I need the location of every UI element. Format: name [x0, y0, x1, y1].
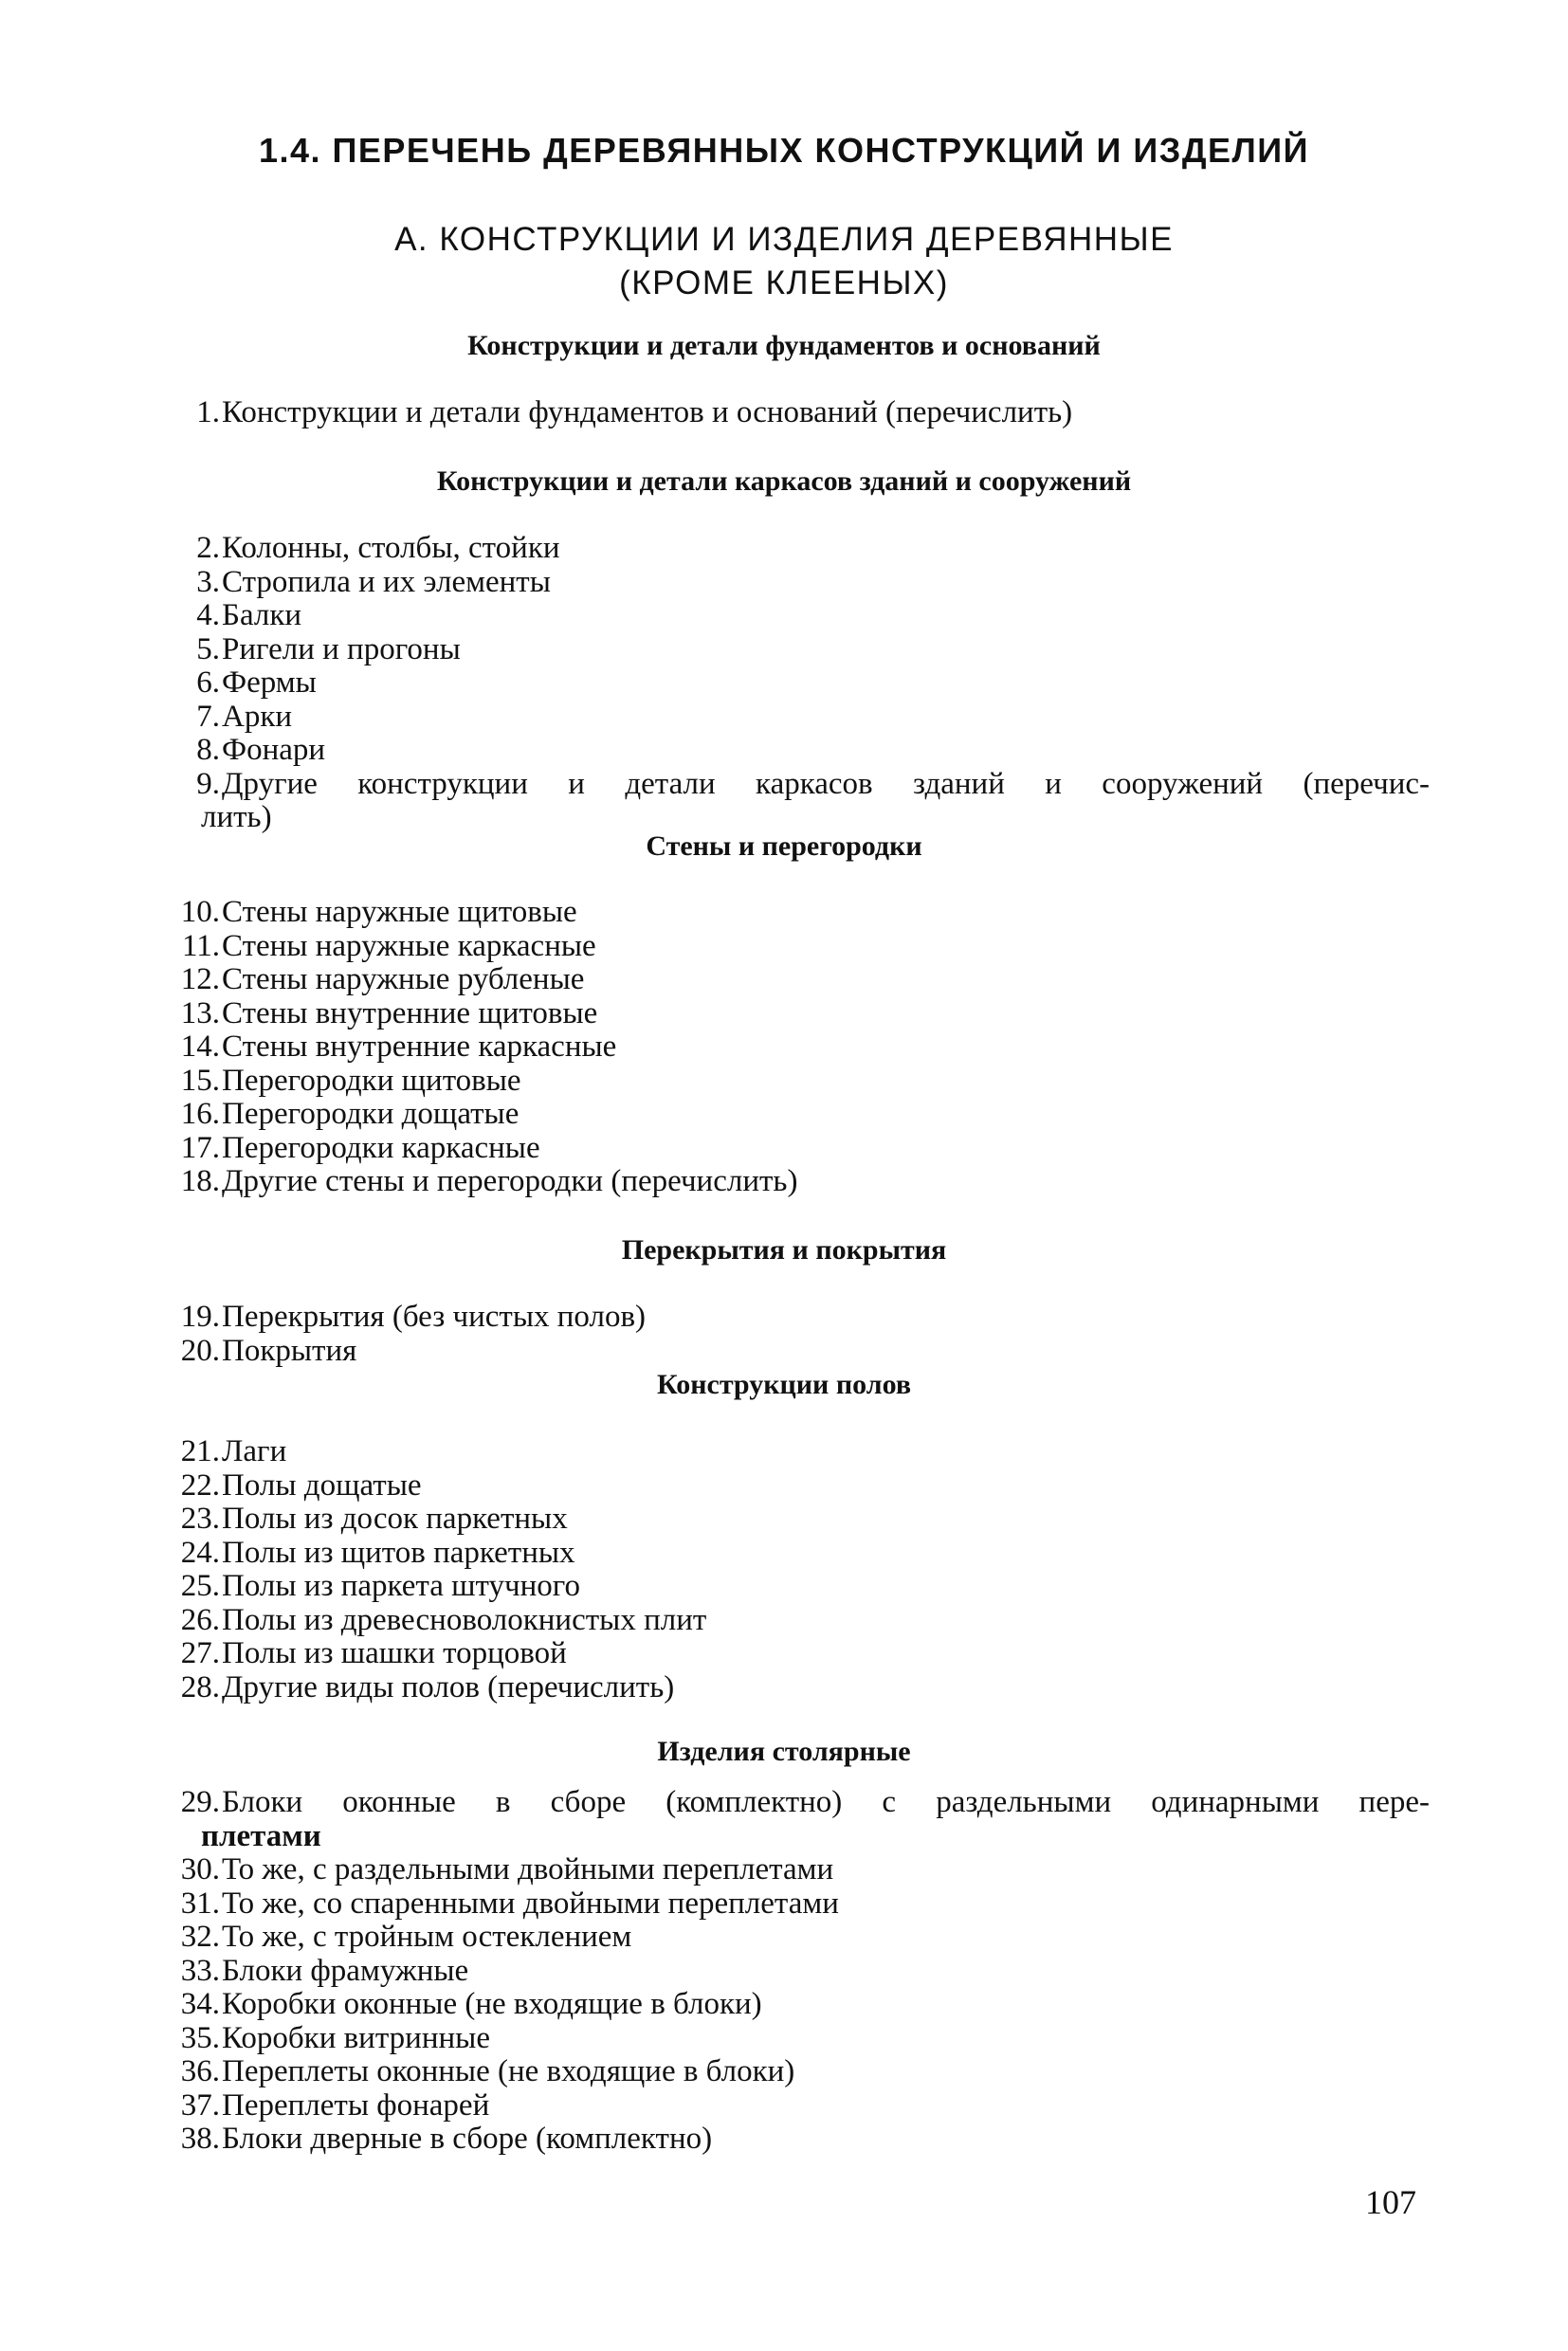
page-number: 107 — [1365, 2183, 1416, 2221]
list-item — [150, 1786, 1430, 1853]
item-number: 35. — [180, 2020, 220, 2055]
item-number: 20. — [180, 1333, 220, 1368]
list-item — [150, 1132, 1430, 1166]
list-item — [150, 1301, 1430, 1335]
item-text: То же, с раздельными двойными переплетами — [222, 1852, 834, 1886]
item-text: Фонари — [222, 733, 326, 767]
list-item — [150, 566, 1430, 600]
item-number: 36. — [180, 2054, 220, 2088]
list-item — [150, 1671, 1430, 1705]
item-text: Лаги — [222, 1434, 287, 1468]
list-item — [150, 1921, 1430, 1955]
item-text: Полы дощатые — [222, 1467, 422, 1503]
list-item — [150, 1853, 1430, 1887]
item-text-continuation: лить) — [201, 800, 272, 834]
list-item — [150, 2055, 1430, 2089]
item-number: 4. — [196, 598, 220, 632]
page-title: 1.4. ПЕРЕЧЕНЬ ДЕРЕВЯННЫХ КОНСТРУКЦИЙ И ИЗДЕЛИЙ — [258, 131, 1310, 170]
item-text: Полы из щитов паркетных — [222, 1535, 575, 1570]
heading-walls: Стены и перегородки — [646, 830, 922, 862]
item-number: 24. — [180, 1535, 220, 1570]
item-text: Конструкции и детали фундаментов и оснований (перечислить) — [222, 395, 1073, 429]
item-number: 6. — [196, 665, 220, 700]
item-number: 38. — [180, 2122, 220, 2156]
item-number: 9. — [196, 766, 220, 801]
list-item — [150, 2022, 1430, 2056]
item-text: Блоки оконные в сборе (комплектно) с раздельными одинарными пере- — [222, 1785, 1430, 1819]
list-foundations — [150, 396, 1430, 430]
item-text: Переплеты фонарей — [222, 2087, 490, 2123]
item-number: 26. — [180, 1602, 220, 1637]
item-text: Стены наружные рубленые — [222, 962, 585, 996]
list-item — [150, 1335, 1430, 1369]
item-number: 31. — [180, 1886, 220, 1921]
item-text: Перегородки дощатые — [222, 1097, 520, 1131]
list-item — [150, 1988, 1430, 2022]
list-item — [150, 1604, 1430, 1638]
item-number: 17. — [180, 1130, 220, 1165]
item-text: Колонны, столбы, стойки — [222, 531, 560, 565]
list-item — [150, 2123, 1430, 2157]
item-text: Полы из досок паркетных — [222, 1502, 568, 1536]
heading-frames: Конструкции и детали каркасов зданий и сооружений — [436, 465, 1132, 497]
item-text: Другие стены и перегородки (перечислить) — [222, 1164, 798, 1198]
item-text: Стены наружные каркасные — [222, 928, 596, 963]
item-number: 23. — [180, 1502, 220, 1536]
list-item — [150, 1165, 1430, 1199]
list-item — [150, 701, 1430, 735]
item-number: 1. — [196, 395, 220, 429]
heading-flooring: Конструкции полов — [656, 1369, 912, 1400]
item-number: 15. — [180, 1063, 220, 1098]
section-subtitle — [0, 218, 1568, 305]
item-text: Другие виды полов (перечислить) — [222, 1669, 675, 1704]
list-item — [150, 666, 1430, 701]
item-text: Другие конструкции и детали каркасов зданий и сооружений (перечис- — [222, 766, 1430, 801]
list-floors-roofs — [150, 1301, 1430, 1368]
list-item — [150, 396, 1430, 430]
item-text: Фермы — [222, 665, 317, 700]
item-text: Стены наружные щитовые — [222, 895, 577, 929]
list-item — [150, 734, 1430, 768]
item-number: 18. — [180, 1164, 220, 1198]
item-text: Блоки дверные в сборе (комплектно) — [222, 2122, 713, 2156]
list-item — [150, 1887, 1430, 1922]
subtitle-line-1: А. КОНСТРУКЦИИ И ИЗДЕЛИЯ ДЕРЕВЯННЫЕ — [394, 221, 1174, 258]
item-text: Перегородки щитовые — [222, 1063, 521, 1098]
item-number: 29. — [180, 1785, 220, 1819]
item-number: 19. — [180, 1300, 220, 1334]
list-item — [150, 599, 1430, 633]
list-item — [150, 1637, 1430, 1671]
list-flooring — [150, 1435, 1430, 1704]
item-number: 34. — [180, 1987, 220, 2021]
item-text: Полы из древесноволокнистых плит — [222, 1602, 707, 1637]
heading-floors-roofs: Перекрытия и покрытия — [621, 1234, 947, 1266]
item-number: 28. — [180, 1669, 220, 1704]
item-text: Коробки витринные — [222, 2020, 490, 2055]
item-number: 33. — [180, 1953, 220, 1988]
list-item — [150, 1503, 1430, 1537]
item-number: 30. — [180, 1852, 220, 1886]
heading-foundations: Конструкции и детали фундаментов и оснований — [467, 330, 1101, 361]
item-number: 11. — [181, 928, 220, 963]
item-text: Перегородки каркасные — [222, 1130, 540, 1165]
heading-joinery: Изделия столярные — [657, 1736, 911, 1767]
item-text: Полы из шашки торцовой — [222, 1636, 567, 1670]
item-number: 14. — [180, 1030, 220, 1064]
list-item — [150, 532, 1430, 566]
item-number: 13. — [180, 995, 220, 1030]
item-number: 37. — [180, 2087, 220, 2123]
item-text: Арки — [222, 699, 293, 734]
item-text: Коробки оконные (не входящие в блоки) — [222, 1987, 762, 2021]
item-text: Блоки фрамужные — [222, 1953, 469, 1988]
list-item — [150, 768, 1430, 835]
item-number: 8. — [196, 733, 220, 767]
item-number: 2. — [196, 531, 220, 565]
subtitle-line-2: (КРОМЕ КЛЕЕНЫХ) — [619, 264, 949, 301]
item-number: 27. — [180, 1636, 220, 1670]
list-item — [150, 930, 1430, 964]
item-text: Перекрытия (без чистых полов) — [222, 1300, 647, 1334]
item-text: Стены внутренние каркасные — [222, 1030, 617, 1064]
list-item — [150, 1537, 1430, 1571]
item-number: 32. — [180, 1920, 220, 1954]
item-number: 12. — [180, 962, 220, 996]
list-item — [150, 1469, 1430, 1504]
list-frames — [150, 532, 1430, 835]
list-item — [150, 1435, 1430, 1469]
item-number: 5. — [196, 631, 220, 666]
list-item — [150, 1955, 1430, 1989]
item-text: То же, со спаренными двойными переплетами — [222, 1886, 839, 1921]
list-item — [150, 997, 1430, 1031]
item-number: 10. — [180, 895, 220, 929]
list-item — [150, 1030, 1430, 1065]
item-text: Переплеты оконные (не входящие в блоки) — [222, 2054, 795, 2088]
list-item — [150, 1065, 1430, 1099]
item-number: 3. — [196, 564, 220, 599]
list-item — [150, 1098, 1430, 1132]
item-text: Стропила и их элементы — [222, 564, 551, 599]
list-item — [150, 963, 1430, 997]
list-item — [150, 896, 1430, 930]
list-item — [150, 633, 1430, 667]
list-walls — [150, 896, 1430, 1199]
list-item — [150, 2089, 1430, 2123]
item-text: Покрытия — [222, 1333, 357, 1368]
item-number: 22. — [180, 1467, 220, 1503]
item-text-continuation: плетами — [201, 1818, 321, 1853]
item-text: Стены внутренние щитовые — [222, 995, 598, 1030]
item-text: То же, с тройным остеклением — [222, 1920, 632, 1954]
item-text: Балки — [222, 598, 302, 632]
item-text: Полы из паркета штучного — [222, 1569, 580, 1603]
item-text: Ригели и прогоны — [222, 631, 461, 666]
item-number: 25. — [180, 1569, 220, 1603]
list-joinery — [150, 1786, 1430, 2157]
item-number: 7. — [196, 699, 220, 734]
item-number: 16. — [180, 1097, 220, 1131]
list-item — [150, 1570, 1430, 1604]
item-number: 21. — [180, 1434, 220, 1468]
